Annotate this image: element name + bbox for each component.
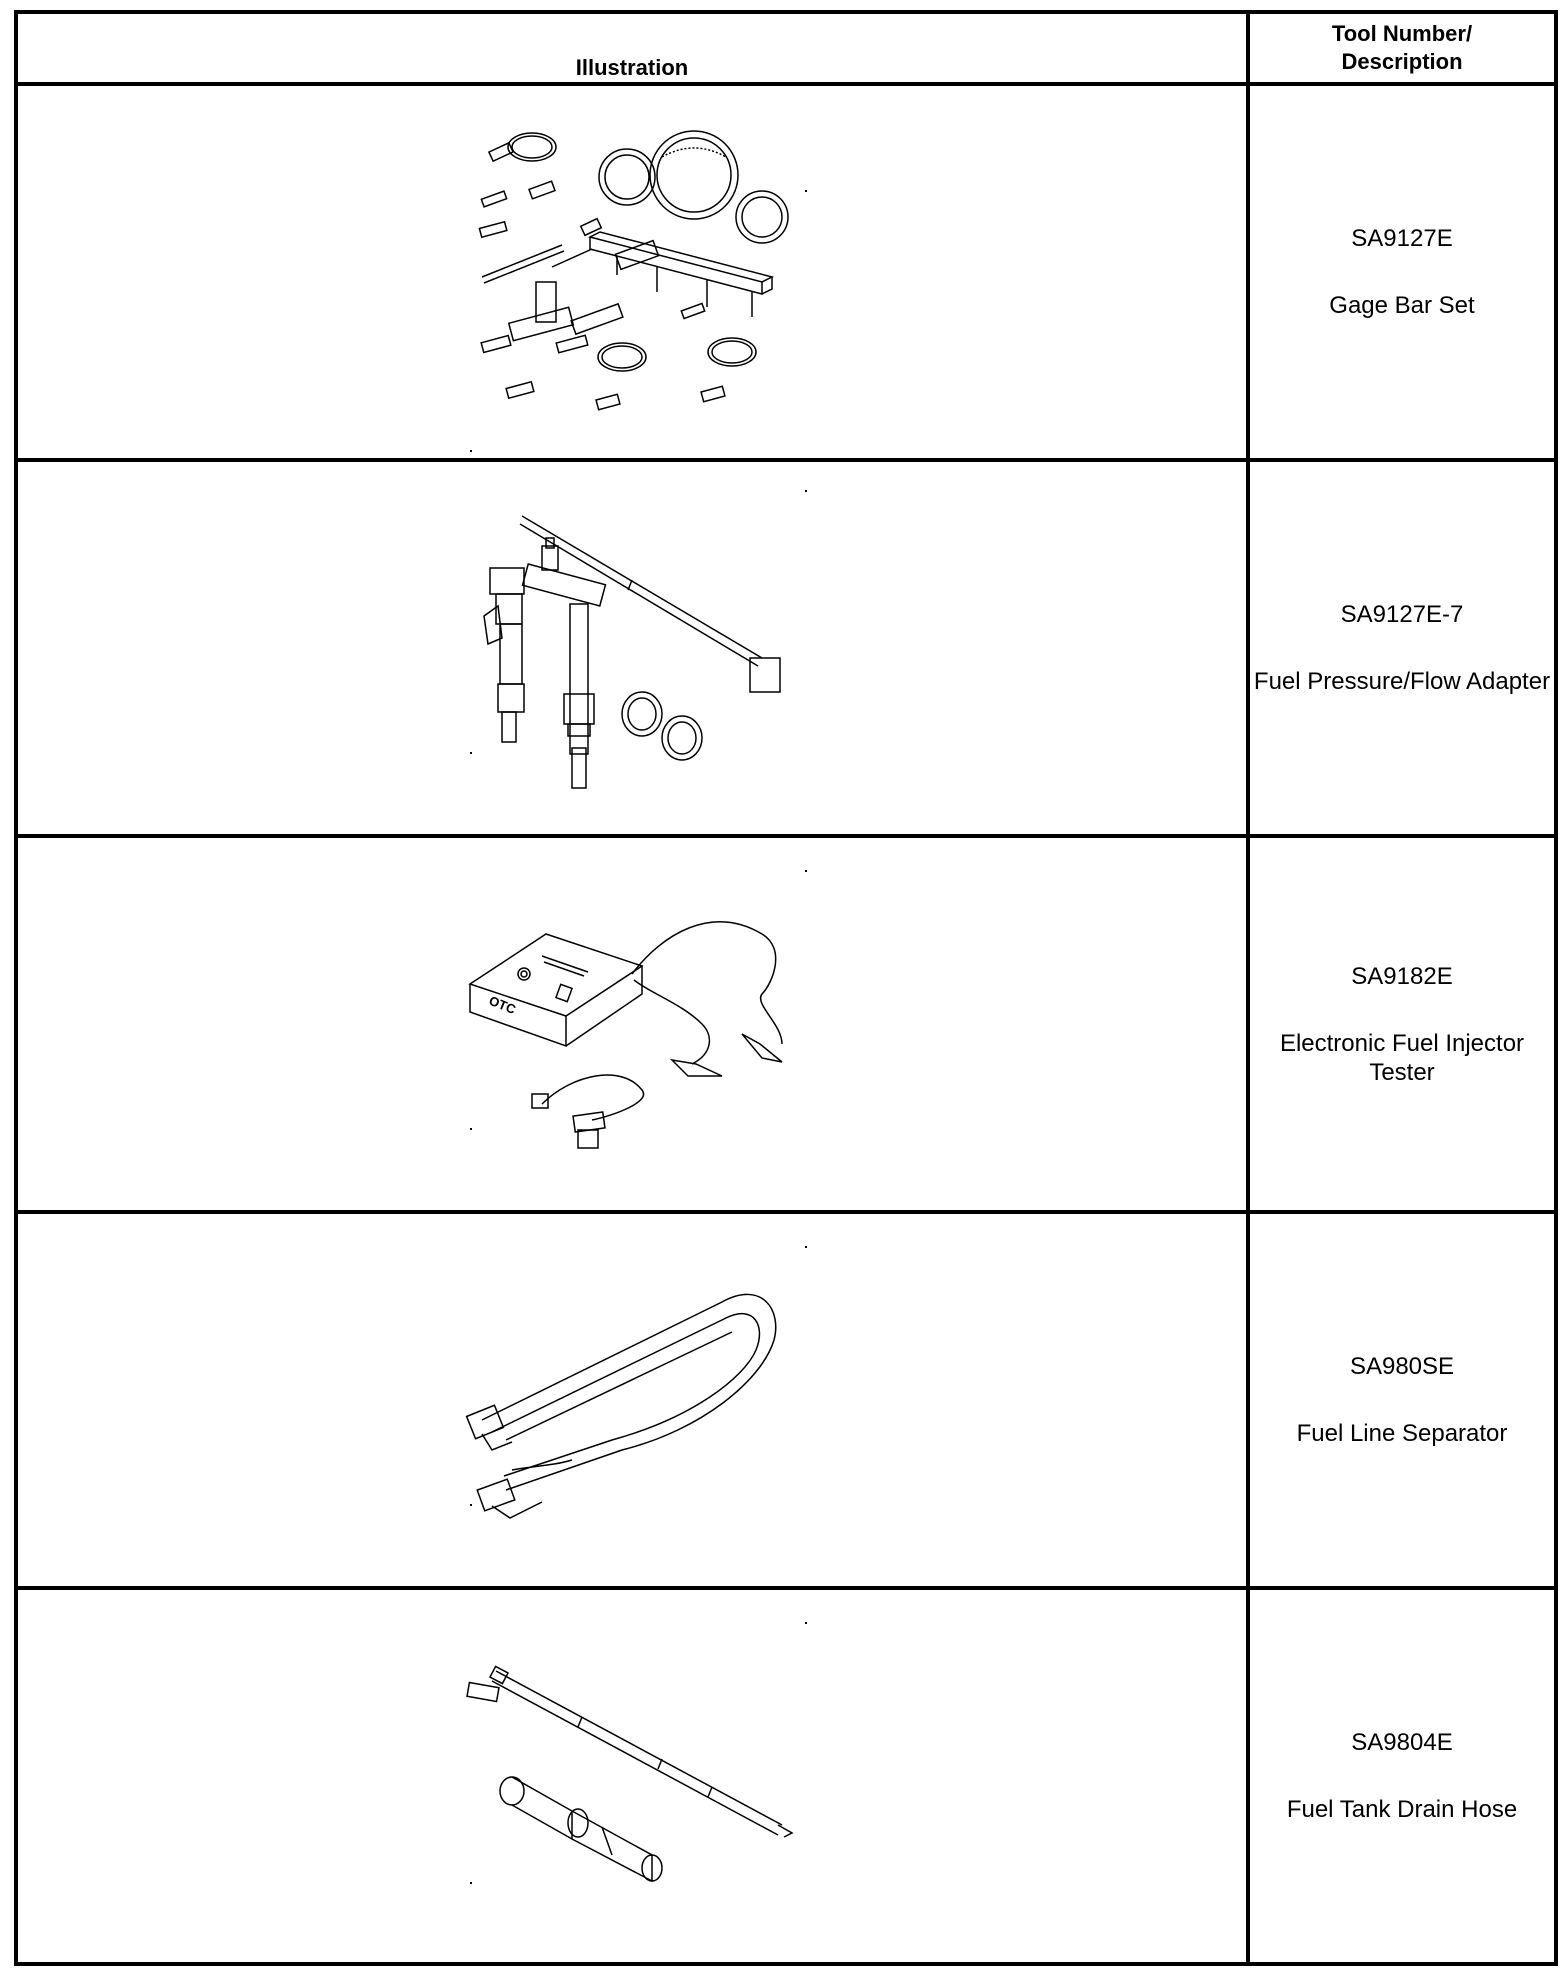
illustration-cell: [16, 836, 1248, 1212]
tool-number: SA9127E-7: [1340, 601, 1464, 628]
tool-description: Fuel Tank Drain Hose: [1286, 1796, 1518, 1823]
header-line-1: Tool Number/: [1331, 21, 1473, 46]
header-line-2: Description: [1341, 49, 1463, 74]
tool-description: Fuel Line Separator: [1296, 1420, 1508, 1447]
illustration-cell: [16, 84, 1248, 460]
fuel-tank-drain-hose-illustration: [462, 1641, 802, 1911]
illustration-column-header: Illustration: [16, 12, 1248, 84]
gage-bar-set-illustration: [462, 117, 802, 427]
table-header-row: [16, 12, 1556, 84]
tool-description: Fuel Pressure/Flow Adapter: [1253, 668, 1551, 695]
illustration-cell: [16, 1588, 1248, 1964]
table-row: [16, 1212, 1556, 1588]
tool-number: SA9182E: [1351, 962, 1453, 990]
tool-description: Electronic Fuel Injector Tester: [1279, 1029, 1525, 1086]
tool-description-cell: [1248, 836, 1556, 1212]
tool-description-cell: [1248, 84, 1556, 460]
table-row: [16, 1588, 1556, 1964]
fuel-line-separator-illustration: [462, 1270, 802, 1530]
tool-description-cell: [1248, 1212, 1556, 1588]
special-tools-table: [14, 10, 1558, 1966]
fuel-pressure-flow-adapter-illustration: [462, 498, 802, 798]
table-row: [16, 836, 1556, 1212]
tool-description-cell: [1248, 1588, 1556, 1964]
tool-number: SA9804E: [1351, 1729, 1453, 1756]
table-row: [16, 84, 1556, 460]
tool-description: Gage Bar Set: [1329, 292, 1475, 319]
tool-number-column-header: [1248, 12, 1556, 84]
fuel-injector-tester-illustration: [462, 894, 802, 1154]
tool-number: SA9127E: [1351, 225, 1453, 252]
tool-description-cell: [1248, 460, 1556, 836]
table-row: [16, 460, 1556, 836]
tester-brand-label: OTC: [486, 992, 518, 1018]
illustration-cell: [16, 460, 1248, 836]
illustration-cell: [16, 1212, 1248, 1588]
tool-number: SA980SE: [1349, 1353, 1455, 1380]
